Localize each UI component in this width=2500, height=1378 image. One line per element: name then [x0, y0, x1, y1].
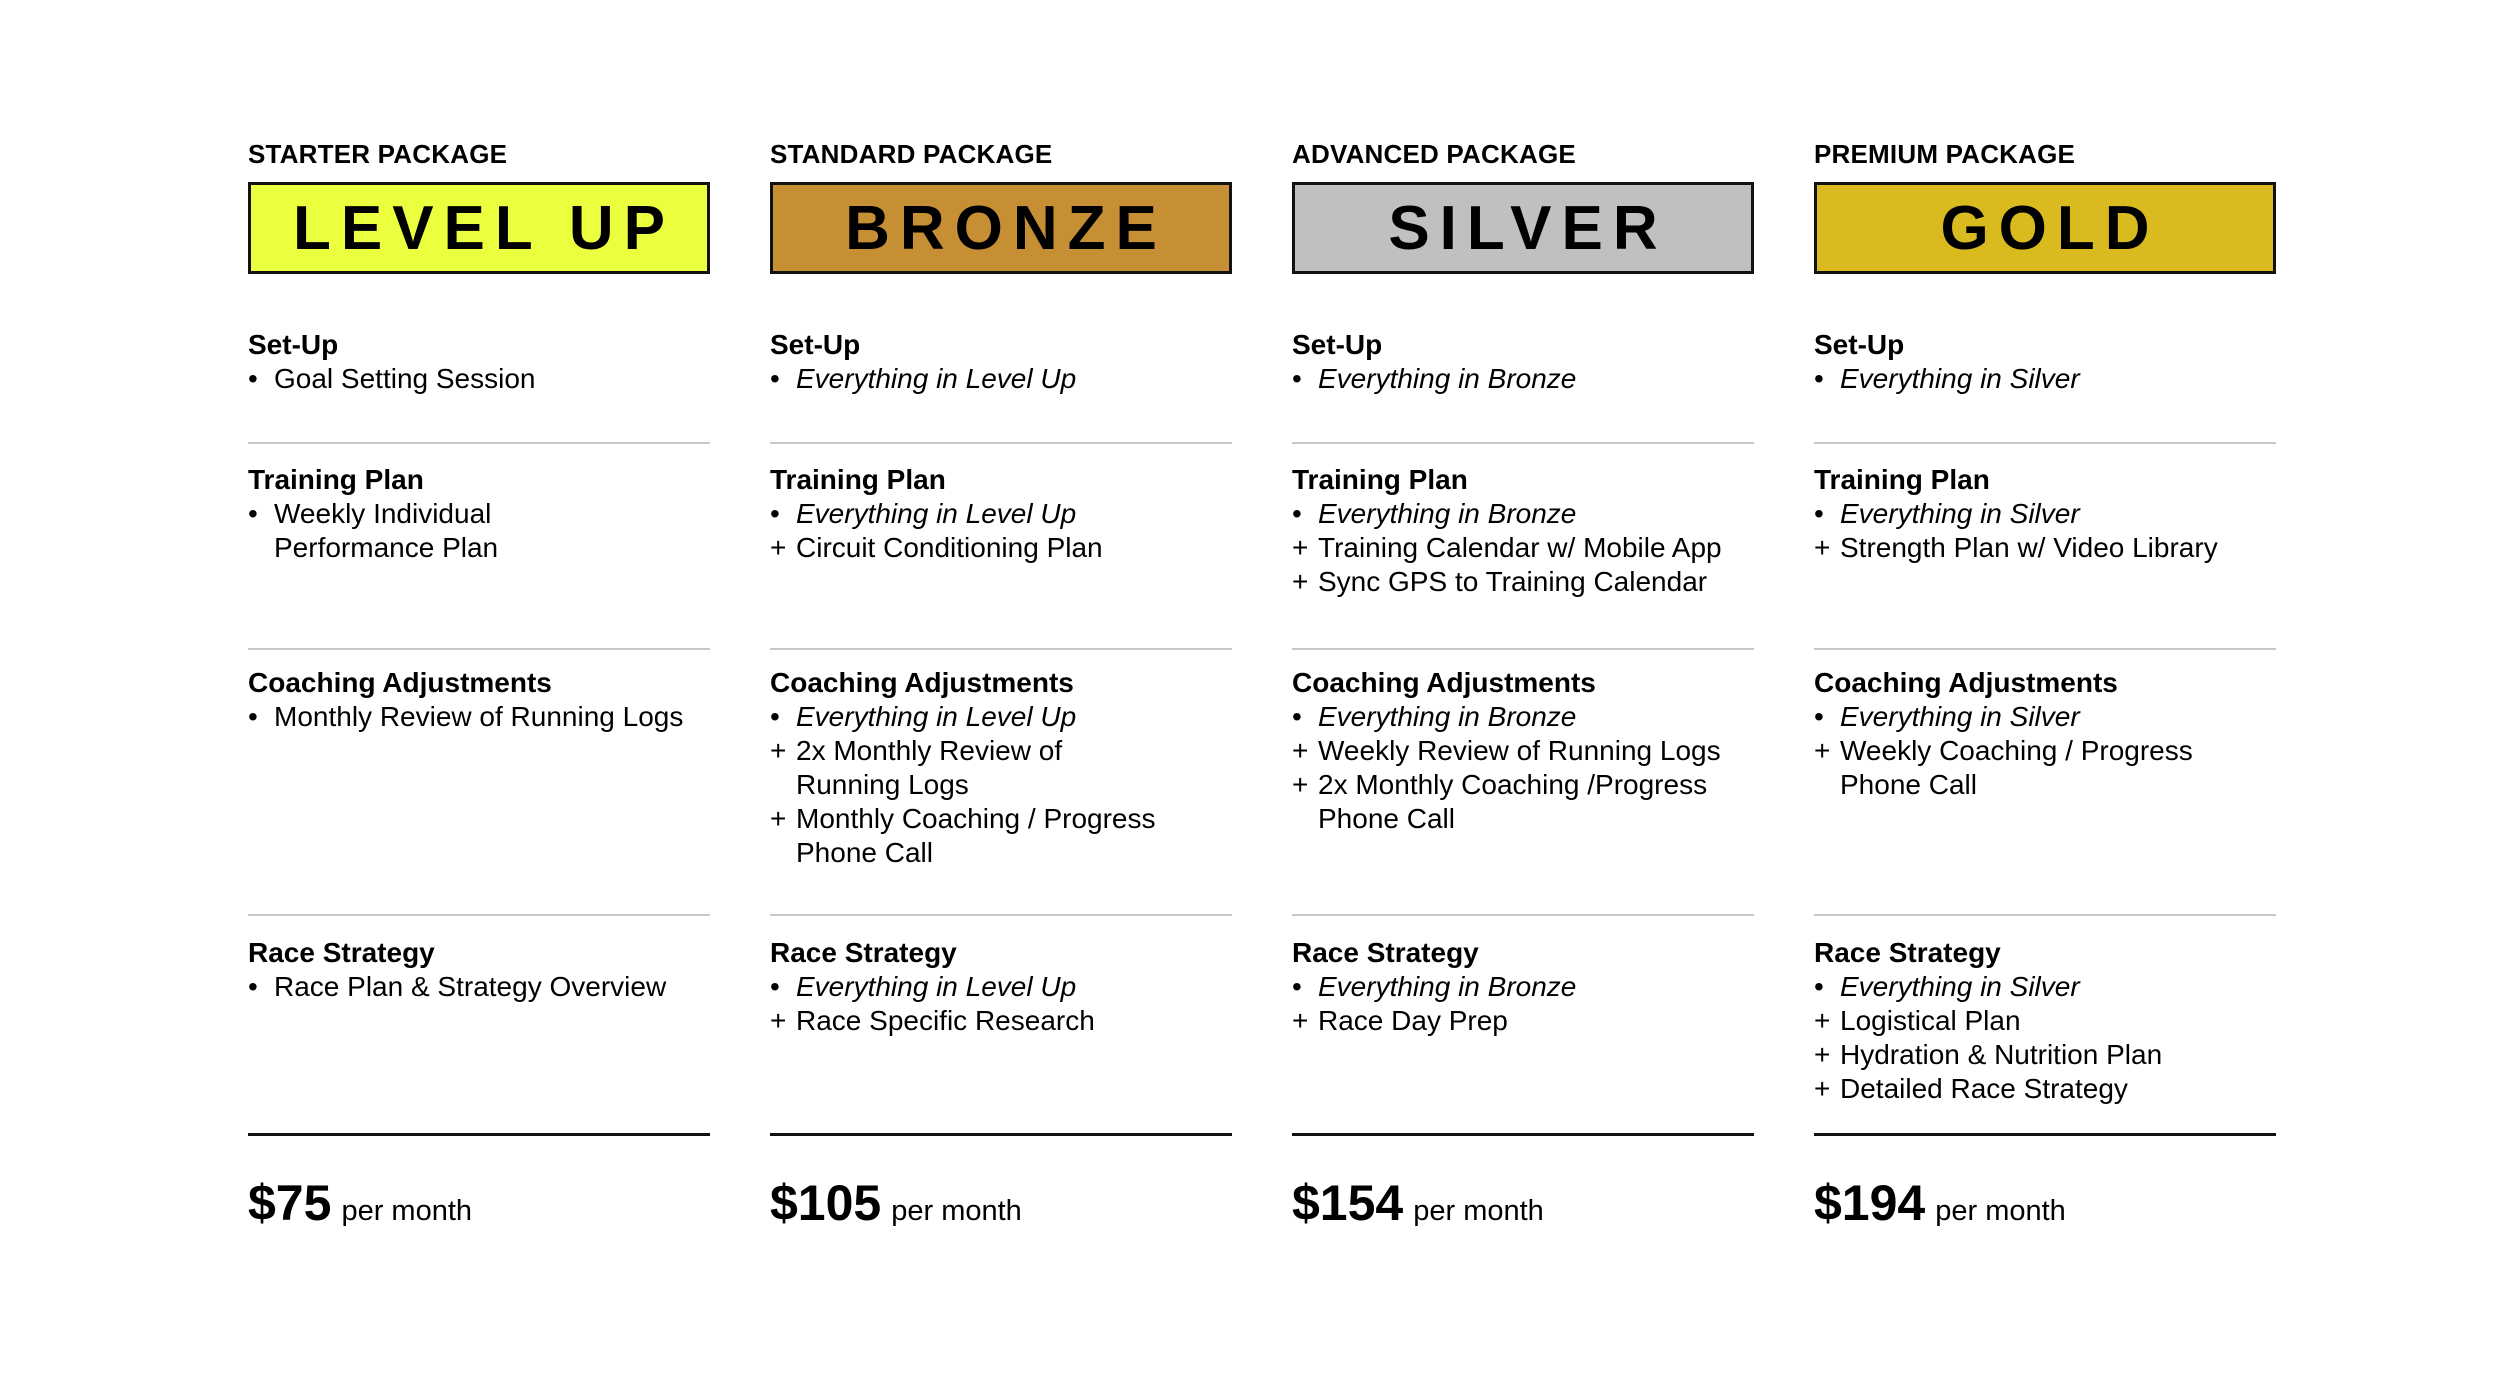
- package-name-badge: GOLD: [1814, 182, 2276, 274]
- bullet-marker: •: [248, 498, 258, 529]
- package-type-label: PREMIUM PACKAGE: [1814, 139, 2076, 169]
- list-item: [770, 1004, 1232, 1038]
- setup-section: [770, 328, 1232, 396]
- list-item-text: Phone Call: [796, 837, 933, 868]
- price-period: per month: [1413, 1195, 1544, 1227]
- bullet-marker: •: [1292, 498, 1302, 529]
- package-name-badge: SILVER: [1292, 182, 1754, 274]
- price-divider: [248, 1133, 710, 1136]
- training-plan-section: [1814, 463, 2276, 565]
- section-divider: [1814, 648, 2276, 650]
- training-plan-section: [248, 463, 710, 565]
- plus-marker: +: [1814, 1073, 1831, 1104]
- section-title: Coaching Adjustments: [770, 667, 1074, 698]
- list-item: [770, 497, 1232, 531]
- bullet-marker: •: [1292, 701, 1302, 732]
- section-title: Set-Up: [1292, 329, 1383, 360]
- list-item: [1292, 734, 1754, 768]
- list-item: [770, 836, 1232, 870]
- section-title: Training Plan: [770, 464, 946, 495]
- race-strategy-section: [1814, 936, 2276, 1106]
- race-strategy-section: [770, 936, 1232, 1038]
- list-item-text: 2x Monthly Coaching /Progress: [1318, 769, 1708, 800]
- bullet-marker: •: [1814, 498, 1824, 529]
- plus-marker: +: [1292, 566, 1309, 597]
- plus-marker: +: [770, 735, 787, 766]
- list-item: [1292, 700, 1754, 734]
- list-item-text: Goal Setting Session: [274, 363, 536, 394]
- list-item-text: Weekly Coaching / Progress: [1840, 735, 2193, 766]
- list-item: [1292, 1004, 1754, 1038]
- price-amount: $105: [770, 1175, 882, 1231]
- bullet-marker: •: [248, 971, 258, 1002]
- price-period: per month: [1935, 1195, 2066, 1227]
- price-divider: [770, 1133, 1232, 1136]
- list-item-text: Everything in Bronze: [1318, 701, 1577, 732]
- package-card-gold: [1814, 138, 2276, 1238]
- plus-marker: +: [1814, 532, 1831, 563]
- price-period: per month: [341, 1195, 473, 1227]
- list-item: [1814, 734, 2276, 768]
- list-item: [1814, 362, 2276, 396]
- list-item-text: Strength Plan w/ Video Library: [1840, 532, 2218, 563]
- bullet-marker: •: [248, 363, 258, 394]
- list-item: [770, 768, 1232, 802]
- list-item: [248, 970, 710, 1004]
- bullet-marker: •: [770, 971, 780, 1002]
- list-item-text: Logistical Plan: [1840, 1005, 2021, 1036]
- list-item-text: Sync GPS to Training Calendar: [1318, 566, 1708, 597]
- plus-marker: +: [1814, 735, 1831, 766]
- bullet-marker: •: [1292, 971, 1302, 1002]
- price: [770, 1173, 1022, 1233]
- section-divider: [248, 914, 710, 916]
- package-name-badge: BRONZE: [770, 182, 1232, 274]
- race-strategy-section: [1292, 936, 1754, 1038]
- price: [1292, 1173, 1544, 1233]
- list-item-text: Race Plan & Strategy Overview: [274, 971, 667, 1002]
- section-divider: [1814, 442, 2276, 444]
- list-item-text: Everything in Bronze: [1318, 971, 1577, 1002]
- bullet-marker: •: [770, 498, 780, 529]
- list-item: [770, 802, 1232, 836]
- list-item-text: Weekly Individual: [274, 498, 492, 529]
- section-title: Coaching Adjustments: [248, 667, 552, 698]
- list-item: [1292, 497, 1754, 531]
- section-title: Coaching Adjustments: [1292, 667, 1596, 698]
- setup-section: [248, 328, 710, 396]
- list-item: [1814, 970, 2276, 1004]
- training-plan-section: [1292, 463, 1754, 599]
- section-divider: [1292, 648, 1754, 650]
- plus-marker: +: [1292, 532, 1309, 563]
- price: [1814, 1173, 2066, 1233]
- list-item-text: Race Day Prep: [1318, 1005, 1508, 1036]
- list-item-text: Monthly Coaching / Progress: [796, 803, 1156, 834]
- price-period: per month: [891, 1195, 1022, 1227]
- section-divider: [1292, 442, 1754, 444]
- price-amount: $75: [248, 1175, 332, 1231]
- price-amount: $154: [1292, 1175, 1404, 1231]
- package-name-badge: LEVEL UP: [248, 182, 710, 274]
- training-plan-section: [770, 463, 1232, 565]
- list-item: [248, 700, 710, 734]
- list-item: [1814, 1072, 2276, 1106]
- coaching-adjustments-section: [1814, 666, 2276, 802]
- package-card-bronze: [770, 138, 1232, 1238]
- setup-section: [1292, 328, 1754, 396]
- race-strategy-section: [248, 936, 710, 1004]
- coaching-adjustments-section: [248, 666, 710, 734]
- list-item-text: 2x Monthly Review of: [796, 735, 1063, 766]
- bullet-marker: •: [770, 701, 780, 732]
- section-title: Training Plan: [248, 464, 424, 495]
- price-amount: $194: [1814, 1175, 1926, 1231]
- list-item: [1814, 1038, 2276, 1072]
- section-divider: [770, 914, 1232, 916]
- list-item-text: Detailed Race Strategy: [1840, 1073, 2128, 1104]
- package-card-silver: [1292, 138, 1754, 1238]
- coaching-adjustments-section: [770, 666, 1232, 870]
- setup-section: [1814, 328, 2276, 396]
- bullet-marker: •: [1814, 363, 1824, 394]
- section-title: Race Strategy: [1292, 937, 1479, 968]
- list-item-text: Everything in Silver: [1840, 498, 2080, 529]
- plus-marker: +: [1292, 769, 1309, 800]
- pricing-packages: [248, 138, 2276, 1238]
- package-card-level-up: [248, 138, 710, 1238]
- list-item: [248, 497, 710, 531]
- list-item: [1814, 531, 2276, 565]
- list-item: [1814, 700, 2276, 734]
- bullet-marker: •: [248, 701, 258, 732]
- list-item: [1814, 497, 2276, 531]
- list-item-text: Phone Call: [1318, 803, 1455, 834]
- price: [248, 1173, 472, 1233]
- indent-spacer: [770, 768, 796, 802]
- list-item-text: Weekly Review of Running Logs: [1318, 735, 1721, 766]
- section-title: Training Plan: [1292, 464, 1468, 495]
- package-type-label: STANDARD PACKAGE: [770, 139, 1053, 169]
- list-item: [770, 531, 1232, 565]
- section-title: Training Plan: [1814, 464, 1990, 495]
- plus-marker: +: [1814, 1039, 1831, 1070]
- list-item-text: Everything in Bronze: [1318, 363, 1577, 394]
- section-title: Coaching Adjustments: [1814, 667, 2118, 698]
- section-divider: [248, 648, 710, 650]
- price-divider: [1814, 1133, 2276, 1136]
- section-divider: [1814, 914, 2276, 916]
- section-title: Race Strategy: [248, 937, 435, 968]
- package-type-label: ADVANCED PACKAGE: [1292, 139, 1576, 169]
- plus-marker: +: [770, 532, 787, 563]
- indent-spacer: [770, 836, 796, 870]
- list-item-text: Everything in Level Up: [796, 971, 1077, 1002]
- list-item-text: Phone Call: [1840, 769, 1977, 800]
- section-title: Race Strategy: [770, 937, 957, 968]
- list-item-text: Race Specific Research: [796, 1005, 1095, 1036]
- coaching-adjustments-section: [1292, 666, 1754, 836]
- section-divider: [1292, 914, 1754, 916]
- package-type-label: STARTER PACKAGE: [248, 139, 508, 169]
- bullet-marker: •: [770, 363, 780, 394]
- list-item-text: Performance Plan: [274, 532, 499, 563]
- list-item: [1292, 531, 1754, 565]
- list-item: [1292, 362, 1754, 396]
- list-item: [1292, 802, 1754, 836]
- list-item: [1292, 768, 1754, 802]
- plus-marker: +: [1814, 1005, 1831, 1036]
- bullet-marker: •: [1814, 701, 1824, 732]
- list-item: [248, 362, 710, 396]
- list-item: [1292, 565, 1754, 599]
- list-item-text: Everything in Level Up: [796, 363, 1077, 394]
- list-item: [1814, 768, 2276, 802]
- price-divider: [1292, 1133, 1754, 1136]
- list-item-text: Everything in Bronze: [1318, 498, 1577, 529]
- list-item-text: Running Logs: [796, 769, 969, 800]
- section-divider: [770, 648, 1232, 650]
- section-title: Race Strategy: [1814, 937, 2001, 968]
- bullet-marker: •: [1814, 971, 1824, 1002]
- list-item-text: Monthly Review of Running Logs: [274, 701, 684, 732]
- list-item-text: Everything in Level Up: [796, 701, 1077, 732]
- section-title: Set-Up: [1814, 329, 1905, 360]
- bullet-marker: •: [1292, 363, 1302, 394]
- list-item: [770, 734, 1232, 768]
- list-item: [770, 362, 1232, 396]
- list-item-text: Training Calendar w/ Mobile App: [1318, 532, 1722, 563]
- list-item-text: Everything in Silver: [1840, 971, 2080, 1002]
- section-divider: [248, 442, 710, 444]
- indent-spacer: [1814, 768, 1840, 802]
- indent-spacer: [1292, 802, 1318, 836]
- plus-marker: +: [770, 1005, 787, 1036]
- plus-marker: +: [1292, 735, 1309, 766]
- list-item: [1814, 1004, 2276, 1038]
- indent-spacer: [248, 531, 274, 565]
- plus-marker: +: [1292, 1005, 1309, 1036]
- list-item-text: Everything in Level Up: [796, 498, 1077, 529]
- list-item: [770, 700, 1232, 734]
- list-item: [248, 531, 710, 565]
- list-item-text: Everything in Silver: [1840, 701, 2080, 732]
- plus-marker: +: [770, 803, 787, 834]
- section-title: Set-Up: [770, 329, 861, 360]
- section-title: Set-Up: [248, 329, 339, 360]
- list-item-text: Hydration & Nutrition Plan: [1840, 1039, 2163, 1070]
- list-item: [770, 970, 1232, 1004]
- list-item: [1292, 970, 1754, 1004]
- section-divider: [770, 442, 1232, 444]
- list-item-text: Circuit Conditioning Plan: [796, 532, 1103, 563]
- list-item-text: Everything in Silver: [1840, 363, 2080, 394]
